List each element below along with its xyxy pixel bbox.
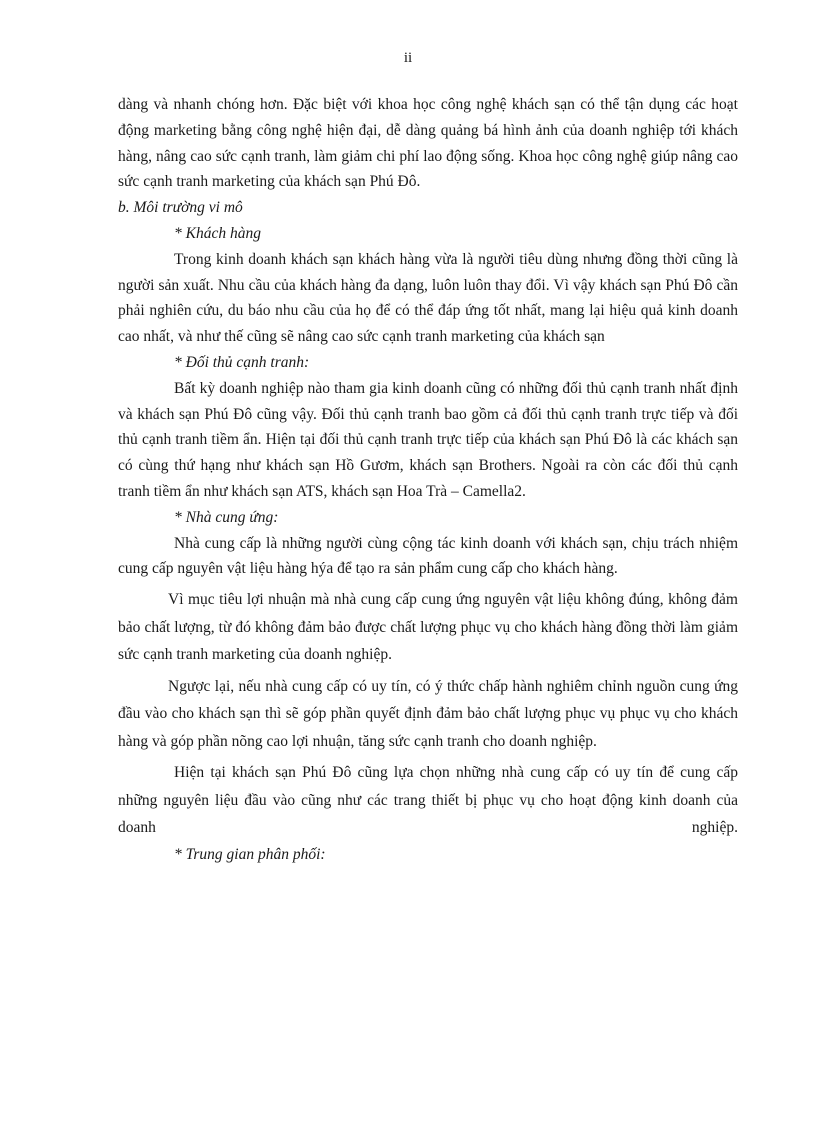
paragraph-suppliers: Nhà cung cấp là những người cùng cộng tác kinh doanh với khách sạn, chịu trách nhiệm cung cấp nguyên vật liệu hàng hýa để tạo ra sản phẩm cung cấp cho khách hàng. <box>118 534 738 578</box>
subheading-suppliers: * Nhà cung ứng: <box>174 508 279 526</box>
page-number: ii <box>403 50 413 66</box>
subheading-distribution: * Trung gian phân phối: <box>174 845 326 863</box>
paragraph-technology: dàng và nhanh chóng hơn. Đặc biệt với khoa học công nghệ khách sạn có thể tận dụng các hoạt động marketing bằng công nghệ hiện đại, dễ dàng quảng bá hình ảnh của doanh nghiệp tới khách hàng, nâng cao sức cạnh tranh, làm giảm chi phí lao động sống. Khoa học công nghệ giúp nâng cao sức cạnh tranh marketing của khách sạn Phú Đô. <box>118 96 738 191</box>
paragraph-customers: Trong kinh doanh khách sạn khách hàng vừa là người tiêu dùng nhưng đồng thời cũng là người sản xuất. Nhu cầu của khách hàng đa dạng, luôn luôn thay đổi. Vì vậy khách sạn Phú Đô cần phải nghiên cứu, du báo nhu cầu của họ để có thể đáp ứng tốt nhất, mang lại hiệu quả kinh doanh cao nhất, và như thế cũng sẽ nâng cao sức cạnh tranh marketing của khách sạn <box>118 250 738 346</box>
subheading-competitors: * Đối thủ cạnh tranh: <box>174 353 310 371</box>
paragraph-competitors: Bất kỳ doanh nghiệp nào tham gia kinh doanh cũng có những đối thủ cạnh tranh nhất định và khách sạn Phú Đô cũng vậy. Đối thủ cạnh tranh bao gồm cả đối thủ cạnh tranh trực tiếp và đối thủ cạnh tranh tiềm ẩn. Hiện tại đối thủ cạnh tranh trực tiếp của khách sạn Phú Đô là các khách sạn có cùng thứ hạng như khách sạn Hồ Gươm, khách sạn Brothers. Ngoài ra còn các đối thủ cạnh tranh tiềm ẩn như khách sạn ATS, khách sạn Hoa Trà – Camella2. <box>118 379 738 500</box>
subheading-customers: * Khách hàng <box>174 224 261 242</box>
paragraph-supplier-benefit: Ngược lại, nếu nhà cung cấp có uy tín, có ý thức chấp hành nghiêm chỉnh nguồn cung ứng đầu vào cho khách sạn thì sẽ góp phần quyết định đảm bảo chất lượng phục vụ phục vụ cho khách hàng và góp phần nõng cao lợi nhuận, tăng sức cạnh tranh cho doanh nghiệp. <box>118 677 738 750</box>
paragraph-supplier-choice: Hiện tại khách sạn Phú Đô cũng lựa chọn những nhà cung cấp có uy tín để cung cấp những nguyên liệu đầu vào cũng như các trang thiết bị phục vụ cho hoạt động kinh doanh của doanh nghiệp. <box>118 764 738 837</box>
section-heading-micro-environment: b. Môi trường vi mô <box>118 199 243 217</box>
document-body <box>118 92 738 867</box>
paragraph-supplier-risk: Vì mục tiêu lợi nhuận mà nhà cung cấp cung ứng nguyên vật liệu không đúng, không đảm bảo chất lượng, từ đó không đảm bảo được chất lượng phục vụ cho khách hàng đồng thời làm giảm sức cạnh tranh marketing của doanh nghiệp. <box>118 591 738 664</box>
